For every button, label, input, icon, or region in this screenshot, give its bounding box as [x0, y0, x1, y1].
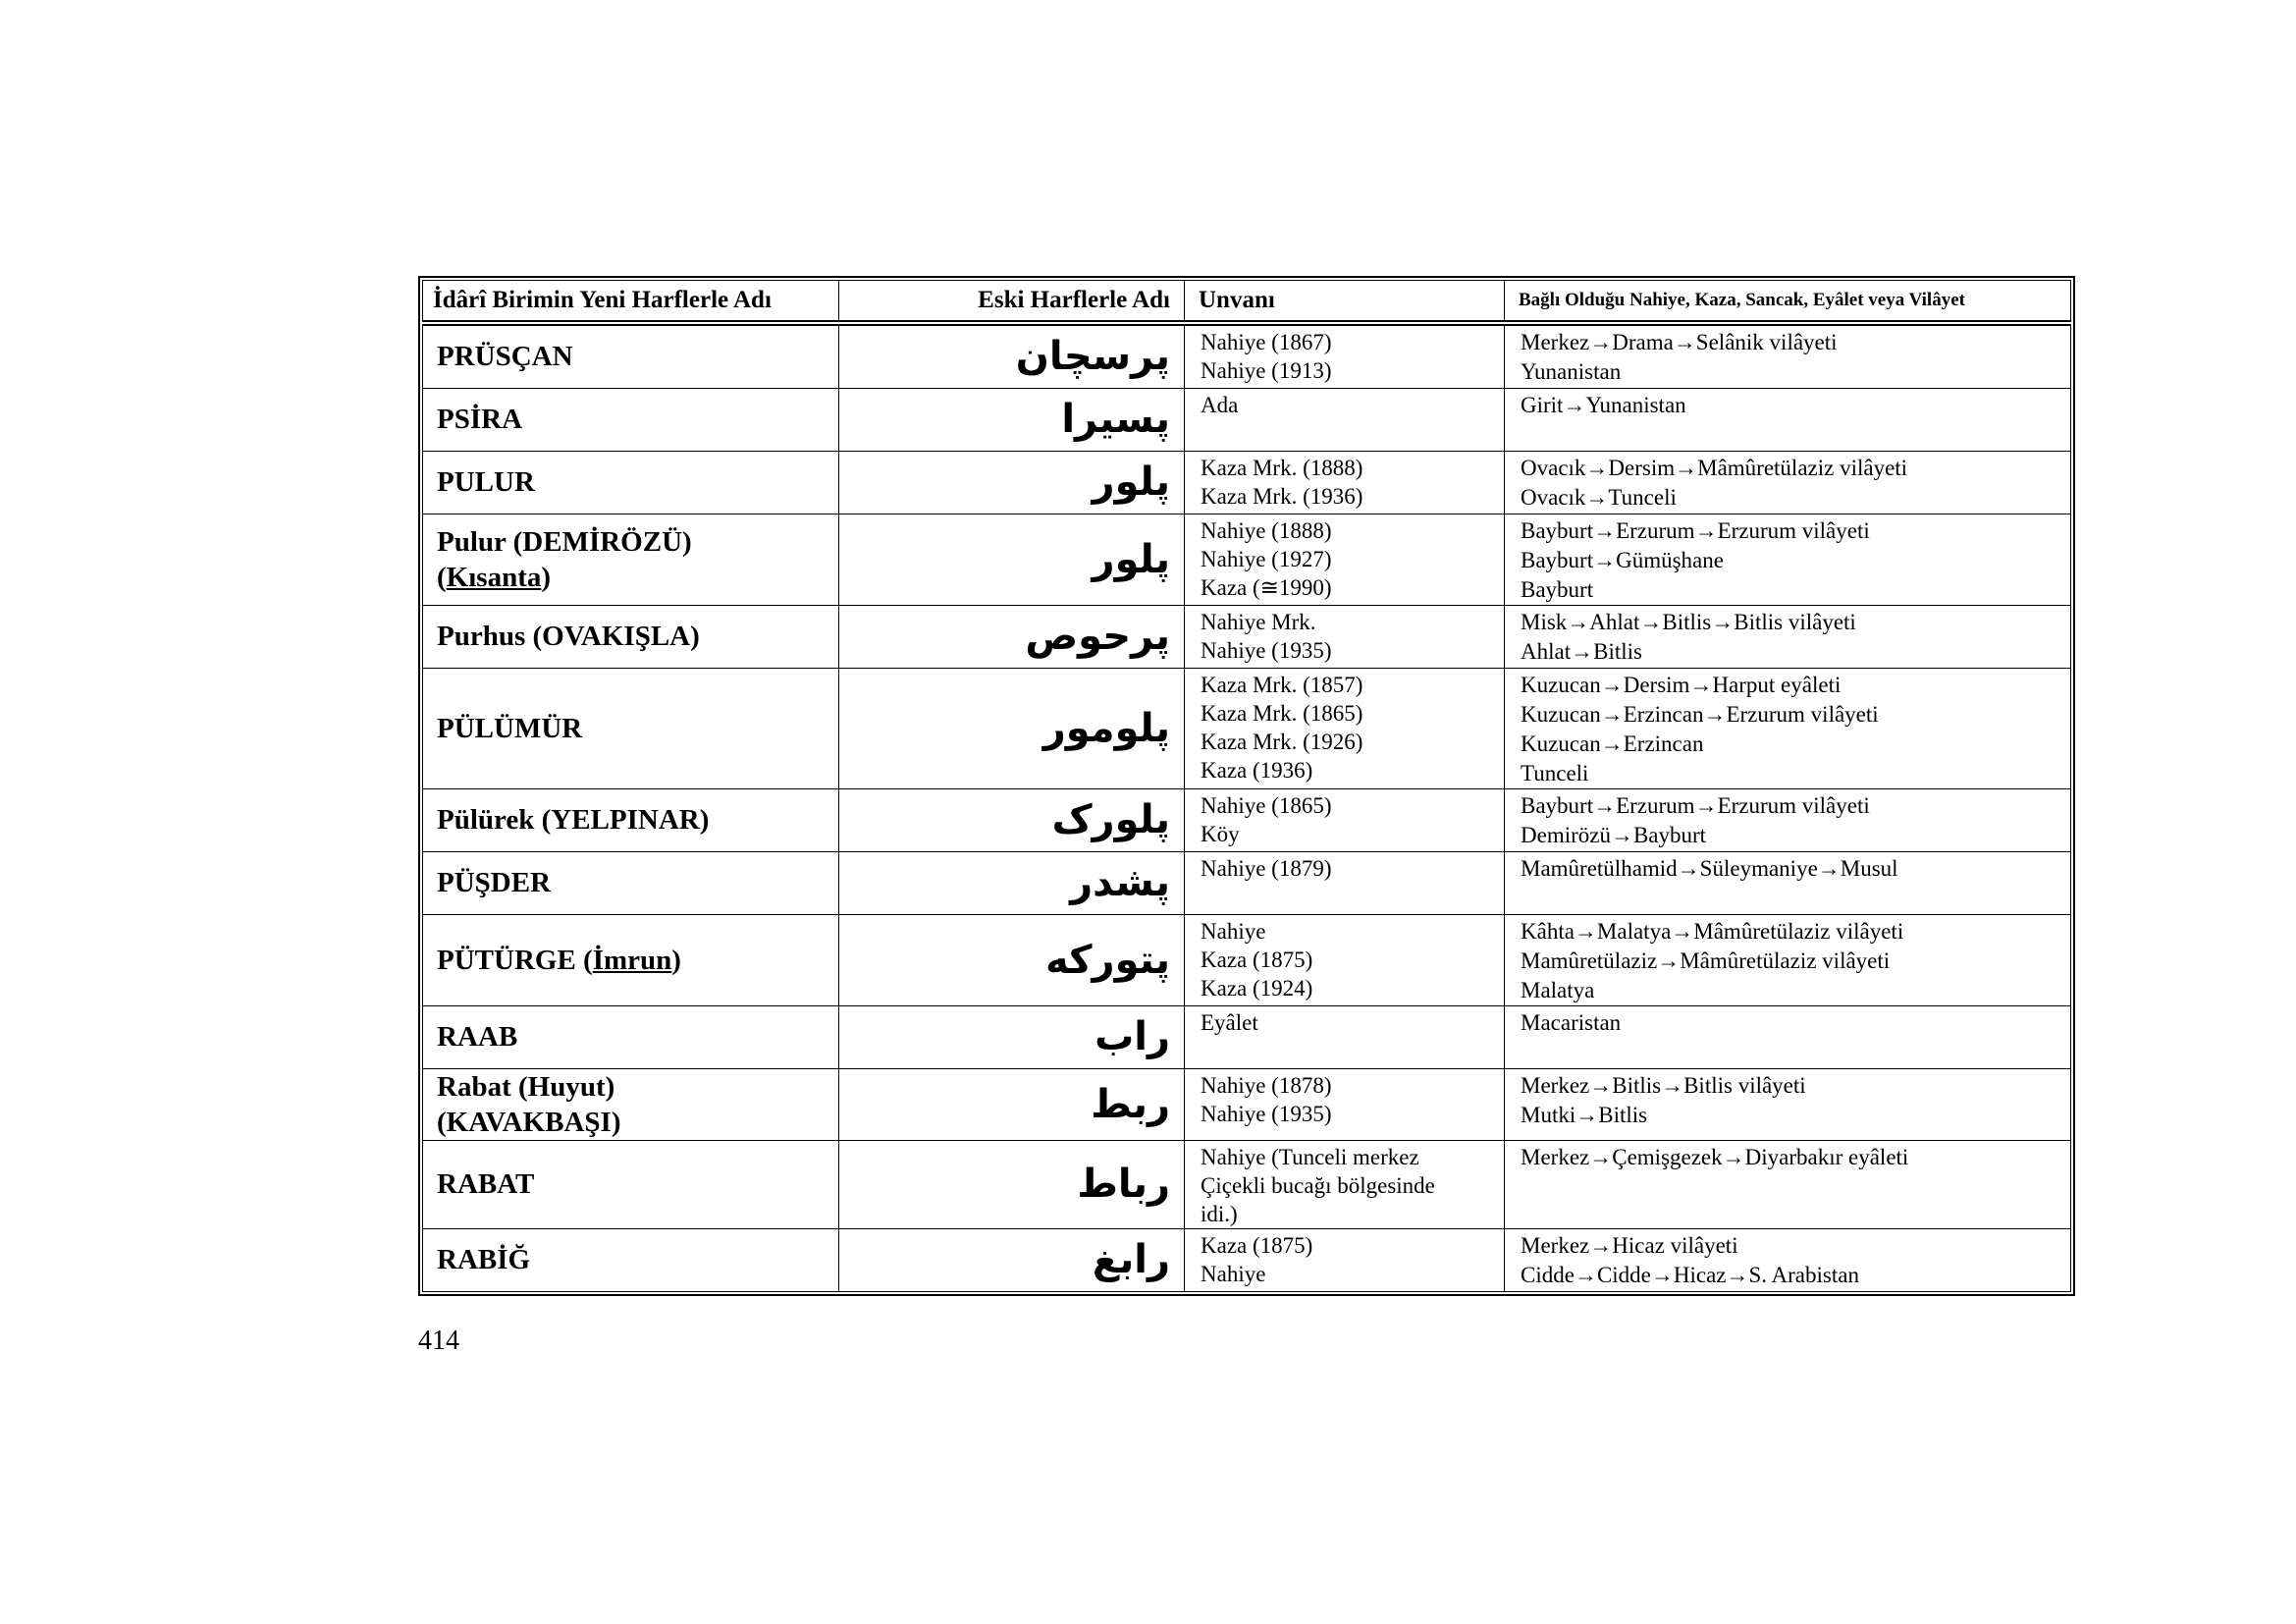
- new-name-cell: [423, 605, 839, 668]
- table-row: [423, 1068, 2071, 1140]
- new-name-line: PÜŞDER: [437, 867, 552, 898]
- affiliation-cell: [1505, 325, 2071, 388]
- title-line: Nahiye (Tunceli merkez: [1201, 1144, 1419, 1169]
- affiliation-cell: [1505, 1068, 2071, 1140]
- affiliation-line: Merkez→Hicaz vilâyeti: [1521, 1232, 1738, 1258]
- affiliation-cell: [1505, 514, 2071, 605]
- table-row: [423, 668, 2071, 788]
- affiliation-line: Ovacık→Dersim→Mâmûretülaziz vilâyeti: [1521, 455, 1908, 480]
- new-name-cell: [423, 851, 839, 914]
- new-name-cell: [423, 1068, 839, 1140]
- table-header-row: [423, 281, 2071, 322]
- new-name-line: Pülürek (YELPINAR): [437, 804, 710, 836]
- title-cell: [1185, 1005, 1505, 1068]
- table-row: [423, 1228, 2071, 1291]
- title-cell: [1185, 851, 1505, 914]
- affiliation-line: Malatya: [1521, 977, 1595, 1002]
- old-name-cell: پسيرا: [839, 388, 1185, 451]
- old-name-cell: رابغ: [839, 1228, 1185, 1291]
- title-cell: [1185, 668, 1505, 788]
- affiliation-line: Bayburt→Erzurum→Erzurum vilâyeti: [1521, 792, 1870, 818]
- affiliation-cell: [1505, 851, 2071, 914]
- affiliation-line: Girit→Yunanistan: [1521, 392, 1686, 417]
- affiliation-cell: [1505, 388, 2071, 451]
- new-name-line: PRÜSÇAN: [437, 341, 573, 373]
- affiliation-cell: [1505, 605, 2071, 668]
- new-name-line: Pulur (DEMİRÖZÜ): [437, 525, 692, 558]
- table-row: [423, 514, 2071, 605]
- affiliation-line: Ovacık→Tunceli: [1521, 484, 1677, 510]
- old-name-cell: راب: [839, 1005, 1185, 1068]
- affiliation-line: Kuzucan→Erzincan: [1521, 731, 1704, 756]
- old-name-cell: رباط: [839, 1140, 1185, 1228]
- title-cell: [1185, 605, 1505, 668]
- title-line: Kaza Mrk. (1888): [1201, 455, 1363, 480]
- title-line: Nahiye (1865): [1201, 792, 1332, 818]
- admin-units-table: [422, 280, 2071, 1292]
- title-line: idi.): [1201, 1201, 1238, 1226]
- header-affiliation: Bağlı Olduğu Nahiye, Kaza, Sancak, Eyâlet veya Vilâyet: [1505, 281, 2071, 322]
- title-line: Nahiye (1879): [1201, 855, 1332, 881]
- page-number: 414: [418, 1326, 459, 1356]
- affiliation-line: Macaristan: [1521, 1009, 1622, 1035]
- title-cell: [1185, 788, 1505, 851]
- table-row: [423, 451, 2071, 514]
- title-cell: [1185, 1068, 1505, 1140]
- table-row: [423, 1005, 2071, 1068]
- old-name-cell: پتورکه: [839, 914, 1185, 1005]
- new-name-line: PSİRA: [437, 404, 523, 435]
- affiliation-line: Mutki→Bitlis: [1521, 1102, 1648, 1127]
- table-row: [423, 1140, 2071, 1228]
- title-line: Kaza (1924): [1201, 975, 1313, 1001]
- new-name-line: RAAB: [437, 1021, 518, 1053]
- affiliation-cell: [1505, 914, 2071, 1005]
- table-row: [423, 788, 2071, 851]
- old-name-cell: ربط: [839, 1068, 1185, 1140]
- title-line: Nahiye (1888): [1201, 517, 1332, 543]
- title-line: Köy: [1201, 821, 1240, 846]
- old-name-cell: پلور: [839, 451, 1185, 514]
- affiliation-cell: [1505, 668, 2071, 788]
- title-line: Nahiye Mrk.: [1201, 609, 1316, 634]
- affiliation-line: Ahlat→Bitlis: [1521, 638, 1642, 664]
- title-line: Kaza Mrk. (1857): [1201, 672, 1363, 697]
- table-row: [423, 325, 2071, 388]
- affiliation-line: Mamûretülhamid→Süleymaniye→Musul: [1521, 855, 1898, 881]
- affiliation-line: Bayburt→Gümüşhane: [1521, 547, 1724, 572]
- old-name-cell: پلور: [839, 514, 1185, 605]
- new-name-cell: [423, 788, 839, 851]
- title-line: Nahiye: [1201, 1261, 1266, 1286]
- new-name-cell: [423, 451, 839, 514]
- title-line: Kaza (1875): [1201, 1232, 1313, 1258]
- affiliation-line: Yunanistan: [1521, 359, 1622, 384]
- table-row: [423, 914, 2071, 1005]
- title-line: Kaza Mrk. (1936): [1201, 483, 1363, 509]
- new-name-line: RABİĞ: [437, 1244, 531, 1275]
- new-name-cell: [423, 668, 839, 788]
- affiliation-line: Merkez→Çemişgezek→Diyarbakır eyâleti: [1521, 1144, 1909, 1169]
- title-line: Nahiye (1913): [1201, 358, 1332, 383]
- new-name-line: Rabat (Huyut): [437, 1070, 615, 1103]
- title-line: Eyâlet: [1201, 1009, 1258, 1035]
- title-cell: [1185, 914, 1505, 1005]
- affiliation-line: Merkez→Drama→Selânik vilâyeti: [1521, 330, 1838, 354]
- new-name-line: PÜLÜMÜR: [437, 712, 583, 744]
- alternate-name-underlined: Kısanta: [446, 561, 542, 593]
- new-name-cell: [423, 914, 839, 1005]
- title-line: Nahiye: [1201, 918, 1266, 944]
- new-name-cell: [423, 1140, 839, 1228]
- title-cell: [1185, 1140, 1505, 1228]
- new-name-line: (Kısanta): [437, 561, 552, 593]
- title-line: Kaza Mrk. (1865): [1201, 700, 1363, 726]
- affiliation-line: Cidde→Cidde→Hicaz→S. Arabistan: [1521, 1262, 1859, 1287]
- new-name-line: (KAVAKBAŞI): [437, 1106, 621, 1138]
- affiliation-line: Demirözü→Bayburt: [1521, 822, 1707, 847]
- title-line: Kaza Mrk. (1926): [1201, 729, 1363, 754]
- title-line: Nahiye (1935): [1201, 637, 1332, 663]
- table-frame: [418, 276, 2075, 1296]
- new-name-cell: [423, 1005, 839, 1068]
- affiliation-line: Bayburt→Erzurum→Erzurum vilâyeti: [1521, 517, 1870, 543]
- title-line: Kaza (1936): [1201, 757, 1313, 783]
- title-line: Çiçekli bucağı bölgesinde: [1201, 1172, 1435, 1198]
- affiliation-cell: [1505, 451, 2071, 514]
- affiliation-line: Mamûretülaziz→Mâmûretülaziz vilâyeti: [1521, 947, 1891, 973]
- old-name-cell: پرحوص: [839, 605, 1185, 668]
- table-body: [423, 321, 2071, 1291]
- affiliation-line: Tunceli: [1521, 760, 1589, 785]
- title-line: Nahiye (1935): [1201, 1101, 1332, 1126]
- affiliation-line: Bayburt: [1521, 576, 1594, 602]
- old-name-cell: پلومور: [839, 668, 1185, 788]
- affiliation-line: Kuzucan→Dersim→Harput eyâleti: [1521, 672, 1842, 697]
- header-title: Unvanı: [1185, 281, 1505, 322]
- table-row: [423, 388, 2071, 451]
- title-cell: [1185, 451, 1505, 514]
- title-line: Nahiye (1867): [1201, 330, 1332, 354]
- title-line: Kaza (1875): [1201, 947, 1313, 972]
- new-name-line: PÜTÜRGE (İmrun): [437, 944, 681, 976]
- title-cell: [1185, 514, 1505, 605]
- new-name-cell: [423, 325, 839, 388]
- alternate-name-underlined: İmrun: [592, 944, 672, 976]
- old-name-cell: پشدر: [839, 851, 1185, 914]
- new-name-cell: [423, 1228, 839, 1291]
- title-cell: [1185, 1228, 1505, 1291]
- new-name-line: PULUR: [437, 466, 535, 498]
- new-name-line: RABAT: [437, 1168, 535, 1200]
- old-name-cell: پرسچان: [839, 325, 1185, 388]
- title-cell: [1185, 325, 1505, 388]
- table-row: [423, 851, 2071, 914]
- new-name-line: Purhus (OVAKIŞLA): [437, 621, 700, 652]
- table-row: [423, 605, 2071, 668]
- old-name-cell: پلورک: [839, 788, 1185, 851]
- header-old-name: Eski Harflerle Adı: [839, 281, 1185, 322]
- title-line: Nahiye (1878): [1201, 1072, 1332, 1098]
- title-line: Nahiye (1927): [1201, 546, 1332, 571]
- new-name-cell: [423, 388, 839, 451]
- affiliation-line: Misk→Ahlat→Bitlis→Bitlis vilâyeti: [1521, 609, 1856, 634]
- affiliation-cell: [1505, 1005, 2071, 1068]
- affiliation-cell: [1505, 1228, 2071, 1291]
- affiliation-cell: [1505, 788, 2071, 851]
- title-line: Kaza (≅1990): [1201, 574, 1332, 600]
- affiliation-cell: [1505, 1140, 2071, 1228]
- title-cell: [1185, 388, 1505, 451]
- affiliation-line: Kuzucan→Erzincan→Erzurum vilâyeti: [1521, 701, 1879, 727]
- affiliation-line: Merkez→Bitlis→Bitlis vilâyeti: [1521, 1072, 1806, 1098]
- new-name-cell: [423, 514, 839, 605]
- header-new-name: İdârî Birimin Yeni Harflerle Adı: [423, 281, 839, 322]
- affiliation-line: Kâhta→Malatya→Mâmûretülaziz vilâyeti: [1521, 918, 1904, 944]
- title-line: Ada: [1201, 392, 1239, 417]
